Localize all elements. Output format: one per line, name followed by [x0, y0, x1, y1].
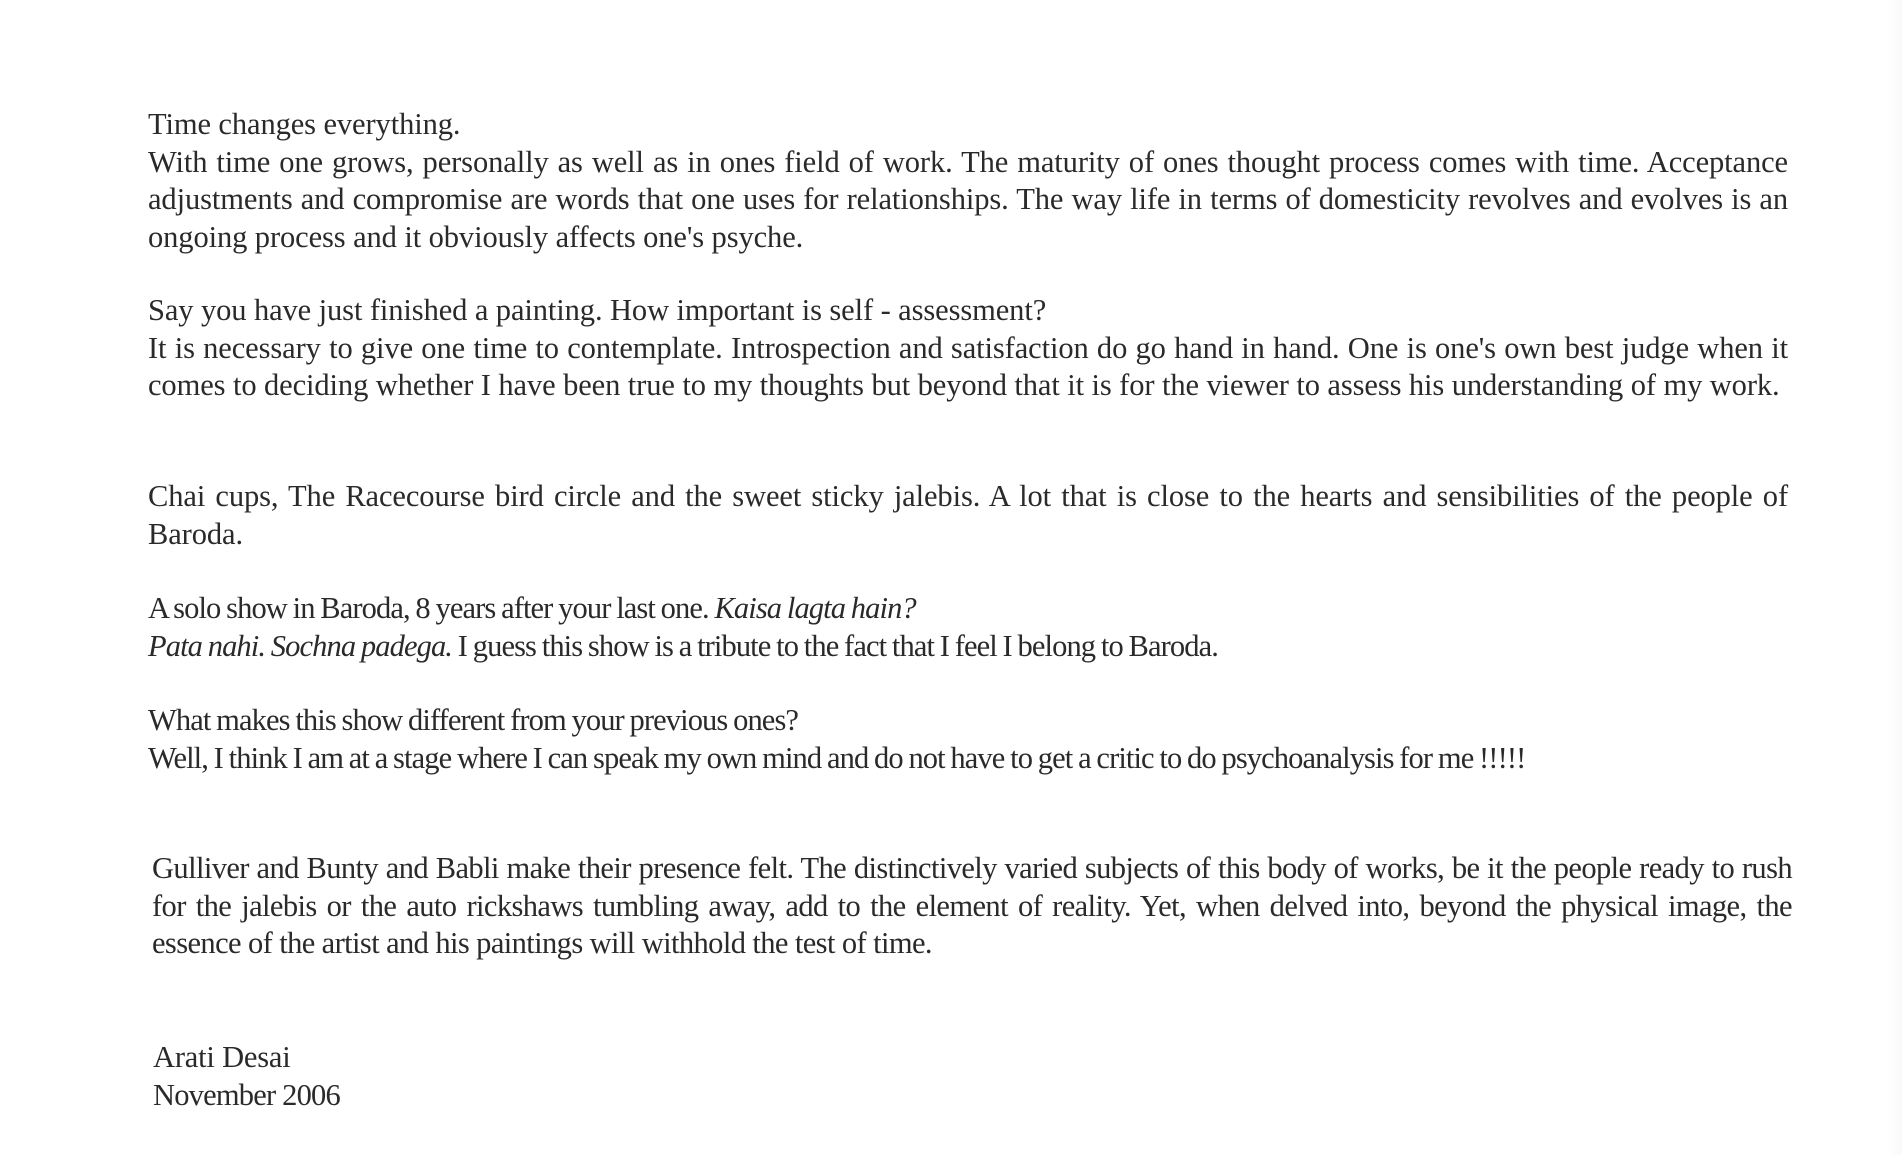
- question-line: [148, 590, 1788, 628]
- answer-line: [148, 628, 1788, 666]
- signature-date: November 2006: [153, 1078, 340, 1112]
- paragraph-self-assessment: [148, 292, 1788, 405]
- scan-edge-shadow: [1886, 0, 1902, 1155]
- question-text: A solo show in Baroda, 8 years after your last one.: [148, 591, 715, 625]
- paragraph-time: [148, 106, 1788, 256]
- paragraph-body: Gulliver and Bunty and Babli make their presence felt. The distinctively varied subjects of this body of works, be it the people ready to rush for the jalebis or the auto rickshaws tumbling away, add to the element of reality. Yet, when delved into, beyond the physical image, the essence of the artist and his paintings will withhold the test of time.: [152, 851, 1792, 960]
- paragraph-gulliver: [152, 850, 1792, 963]
- paragraph-body: Chai cups, The Racecourse bird circle and the sweet sticky jalebis. A lot that is close to the hearts and sensibilities of the people of Baroda.: [148, 479, 1788, 551]
- paragraph-solo-show: [148, 590, 1788, 665]
- question-text: What makes this show different from your previous ones?: [148, 703, 799, 737]
- paragraph-heading: Time changes everything.: [148, 107, 461, 141]
- paragraph-baroda: [148, 478, 1788, 553]
- answer-text: It is necessary to give one time to contemplate. Introspection and satisfaction do go hand in hand. One is one's own best judge when it comes to deciding whether I have been true to my thoughts but beyond that it is for the viewer to assess his understanding of my work.: [148, 330, 1788, 402]
- answer-italic: Pata nahi. Sochna padega.: [148, 628, 453, 663]
- answer-text: I guess this show is a tribute to the fact that I feel I belong to Baroda.: [452, 628, 1218, 663]
- author-name: Arati Desai: [153, 1040, 291, 1074]
- answer-text: Well, I think I am at a stage where I can speak my own mind and do not have to get a critic to do psychoanalysis for me !!!!!: [148, 740, 1526, 775]
- signature-block: [153, 1038, 340, 1114]
- question-text: Say you have just finished a painting. How important is self - assessment?: [148, 293, 1047, 327]
- question-italic: Kaisa lagta hain?: [714, 591, 916, 625]
- paragraph-body: With time one grows, personally as well as in ones field of work. The maturity of ones thought process comes with time. Acceptance adjustments and compromise are words that one uses for relationships. The way life in terms of domesticity revolves and evolves is an ongoing process and it obviously affects one's psyche.: [148, 144, 1788, 254]
- paragraph-difference: [148, 702, 1788, 777]
